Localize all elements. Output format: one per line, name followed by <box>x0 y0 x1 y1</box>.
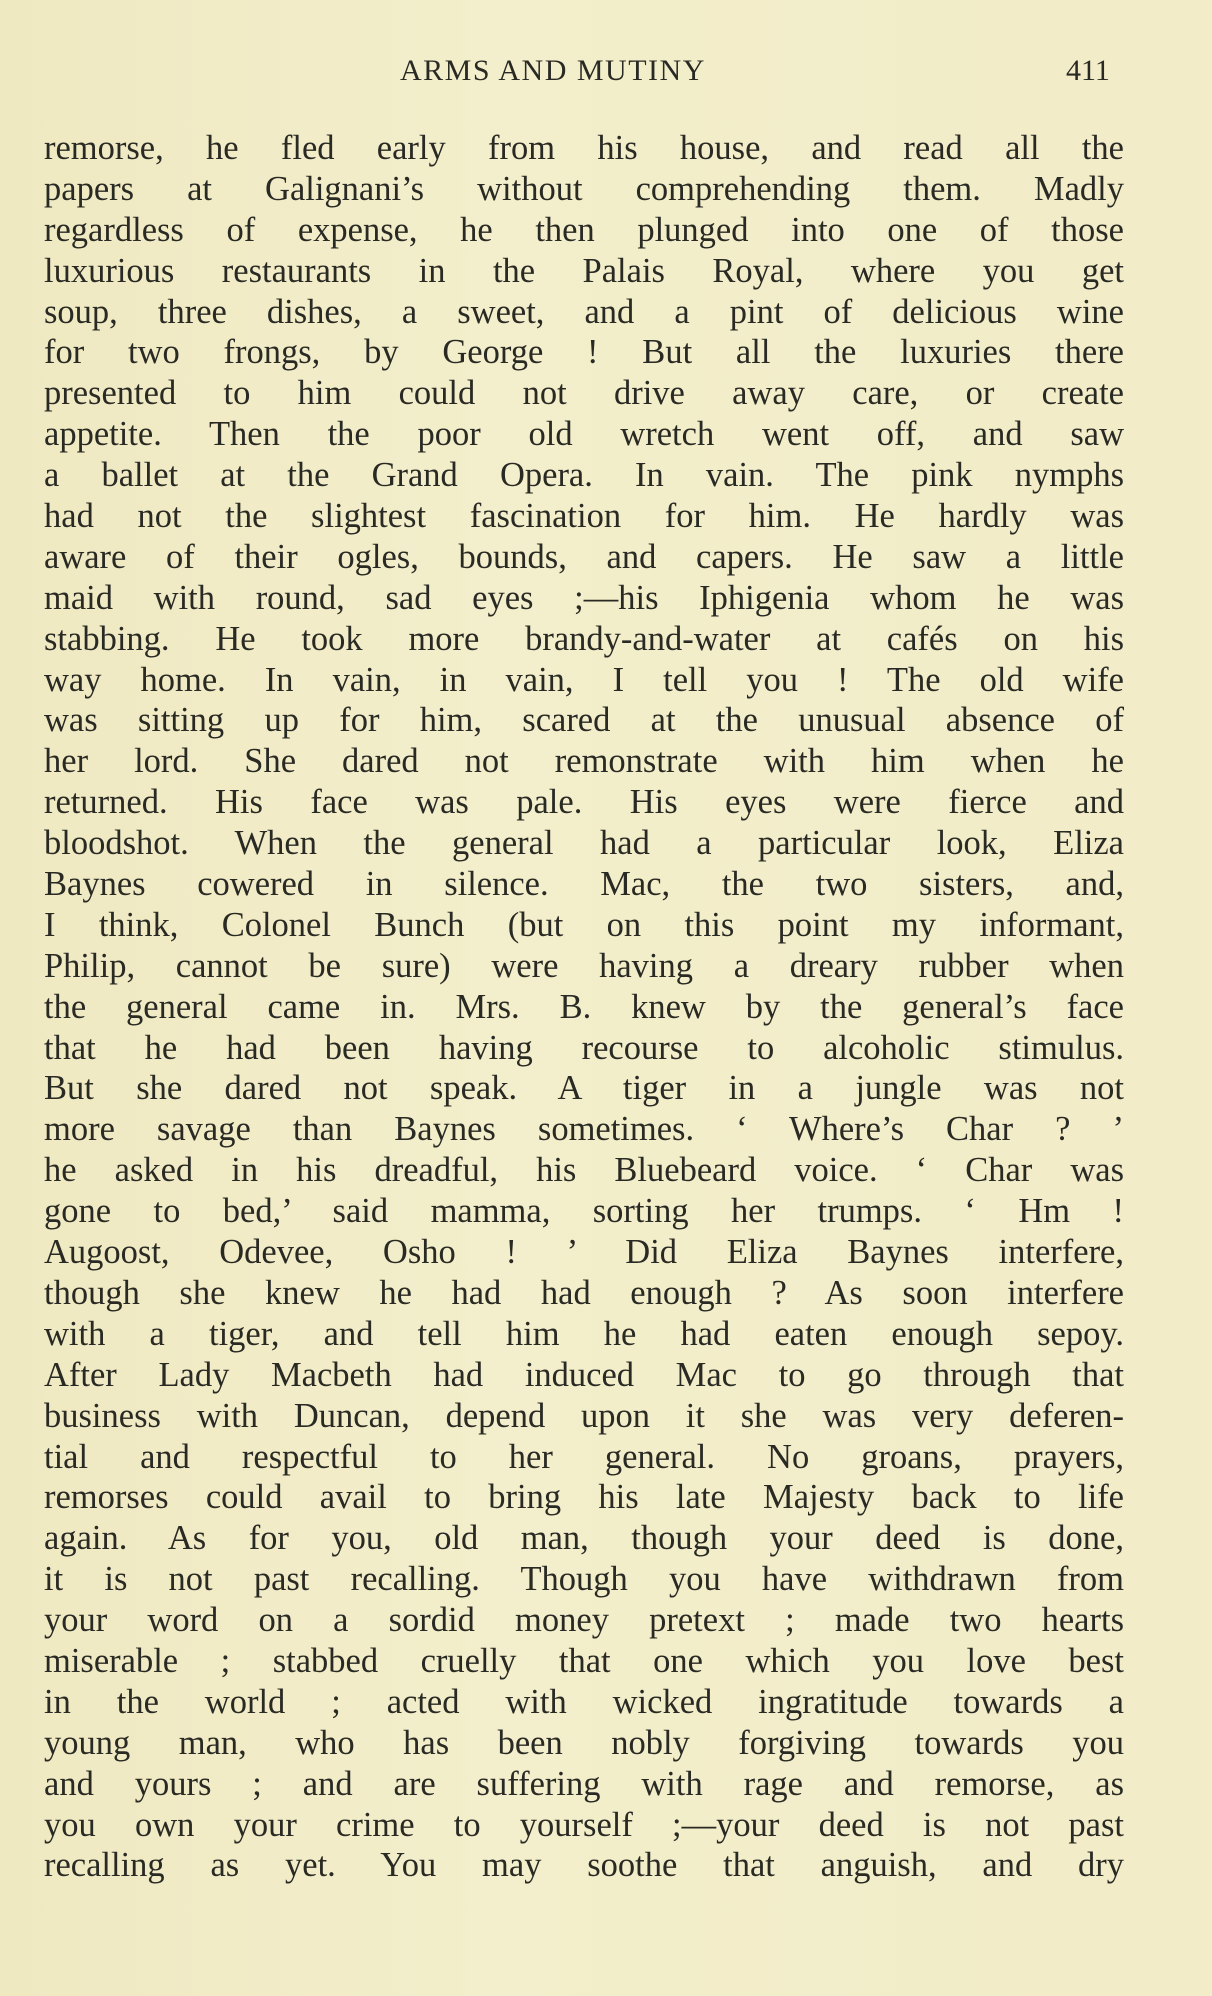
text-line: I think, Colonel Bunch (but on this point my informant, <box>44 905 1124 944</box>
text-line: Augoost, Odevee, Osho ! ’ Did Eliza Baynes interfere, <box>44 1233 1124 1272</box>
text-line: Philip, cannot be sure) were having a dreary rubber when <box>44 946 1124 985</box>
text-line: for two frongs, by George ! But all the luxuries there <box>44 333 1124 372</box>
text-line: that he had been having recourse to alcoholic stimulus. <box>44 1028 1124 1067</box>
text-line: he asked in his dreadful, his Bluebeard voice. ‘ Char was <box>44 1151 1124 1190</box>
text-line: it is not past recalling. Though you have withdrawn from <box>44 1560 1124 1599</box>
text-line: But she dared not speak. A tiger in a jungle was not <box>44 1069 1124 1108</box>
text-line: papers at Galignani’s without comprehending them. Madly <box>44 169 1124 208</box>
text-line: the general came in. Mrs. B. knew by the general’s face <box>44 987 1124 1026</box>
text-line: regardless of expense, he then plunged into one of those <box>44 210 1124 249</box>
text-line: and yours ; and are suffering with rage and remorse, as <box>44 1764 1124 1803</box>
text-line: was sitting up for him, scared at the unusual absence of <box>44 701 1124 740</box>
text-line: in the world ; acted with wicked ingratitude towards a <box>44 1682 1124 1721</box>
text-line: bloodshot. When the general had a particular look, Eliza <box>44 824 1124 863</box>
text-line: more savage than Baynes sometimes. ‘ Where’s Char ? ’ <box>44 1110 1124 1149</box>
text-line: your word on a sordid money pretext ; made two hearts <box>44 1601 1124 1640</box>
text-line: After Lady Macbeth had induced Mac to go through that <box>44 1355 1124 1394</box>
text-line: tial and respectful to her general. No groans, prayers, <box>44 1437 1124 1476</box>
text-line: you own your crime to yourself ;—your deed is not past <box>44 1805 1124 1844</box>
running-head <box>0 54 1212 98</box>
running-title: ARMS AND MUTINY <box>400 54 706 87</box>
text-line: appetite. Then the poor old wretch went off, and saw <box>44 415 1124 454</box>
text-line: recalling as yet. You may soothe that anguish, and dry <box>44 1846 1124 1885</box>
text-line: though she knew he had had enough ? As soon interfere <box>44 1273 1124 1312</box>
text-line: presented to him could not drive away care, or create <box>44 374 1124 413</box>
text-line: remorses could avail to bring his late Majesty back to life <box>44 1478 1124 1517</box>
text-line: gone to bed,’ said mamma, sorting her trumps. ‘ Hm ! <box>44 1192 1124 1231</box>
text-line: with a tiger, and tell him he had eaten enough sepoy. <box>44 1314 1124 1353</box>
text-line: stabbing. He took more brandy-and-water at cafés on his <box>44 619 1124 658</box>
text-line: way home. In vain, in vain, I tell you ! The old wife <box>44 660 1124 699</box>
text-line: again. As for you, old man, though your deed is done, <box>44 1519 1124 1558</box>
text-line: had not the slightest fascination for him. He hardly was <box>44 497 1124 536</box>
text-line: luxurious restaurants in the Palais Royal, where you get <box>44 251 1124 290</box>
text-line: business with Duncan, depend upon it she was very deferen- <box>44 1396 1124 1435</box>
text-line: soup, three dishes, a sweet, and a pint of delicious wine <box>44 292 1124 331</box>
page-number: 411 <box>1066 54 1110 87</box>
text-line: returned. His face was pale. His eyes were fierce and <box>44 783 1124 822</box>
body-text <box>44 128 1124 1886</box>
text-line: remorse, he fled early from his house, and read all the <box>44 129 1124 167</box>
text-line: a ballet at the Grand Opera. In vain. The pink nymphs <box>44 456 1124 495</box>
text-line: aware of their ogles, bounds, and capers. He saw a little <box>44 537 1124 576</box>
text-line: young man, who has been nobly forgiving towards you <box>44 1723 1124 1762</box>
text-line: maid with round, sad eyes ;—his Iphigenia whom he was <box>44 578 1124 617</box>
text-line: Baynes cowered in silence. Mac, the two sisters, and, <box>44 865 1124 904</box>
text-line: miserable ; stabbed cruelly that one which you love best <box>44 1641 1124 1680</box>
text-line: her lord. She dared not remonstrate with him when he <box>44 742 1124 781</box>
